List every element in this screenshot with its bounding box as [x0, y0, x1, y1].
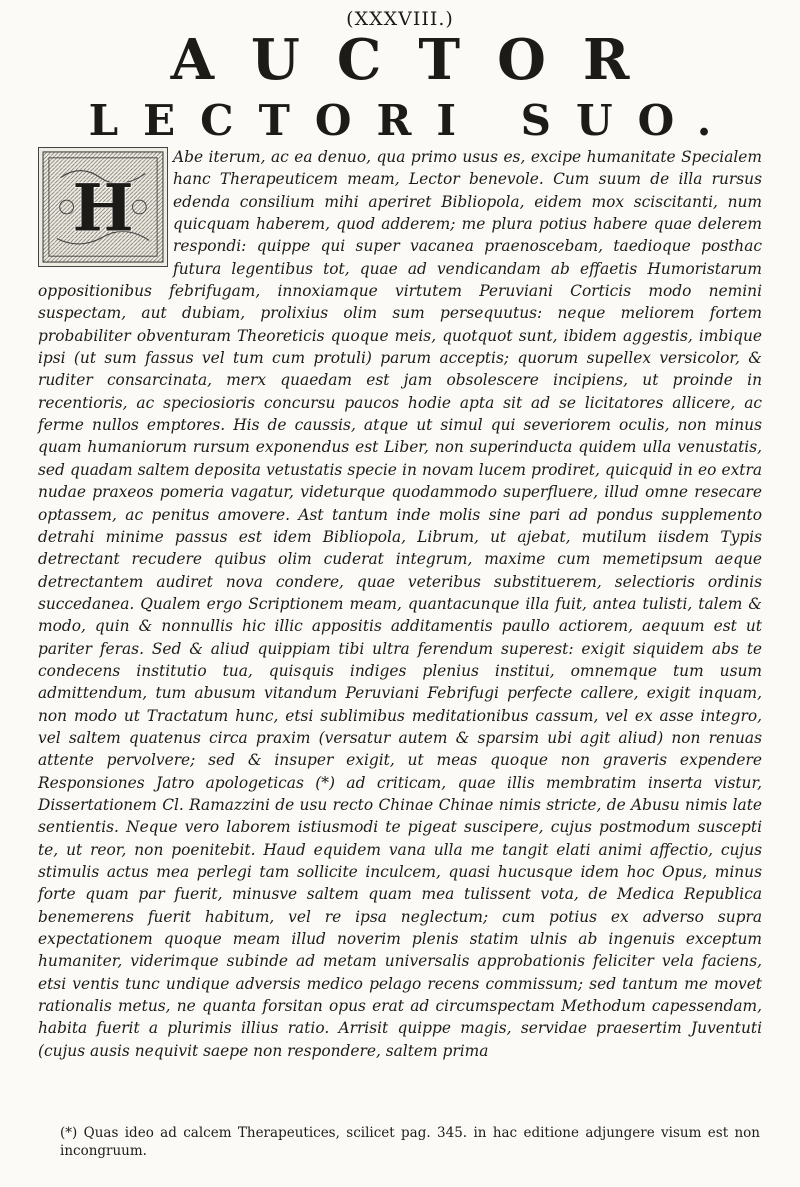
title-line1: AUCTOR — [170, 27, 667, 93]
body-text — [38, 146, 762, 1062]
footnote: (*) Quas ideo ad calcem Therapeutices, scilicet pag. 345. in hac editione adjungere visum est non incongruum. — [60, 1125, 760, 1159]
svg-text:H: H — [72, 170, 134, 247]
title-line2: LECTORI SUO. — [88, 96, 737, 145]
body-paragraph: Abe iterum, ac ea denuo, qua primo usus es, excipe humanitate Specialem hanc Therapeuticem meam, Lector benevole. Cum suum de illa rursus edenda consilium mihi aperiret Bibliopola, eidem mox sciscitanti, num quicquam haberem, quod adderem; me plura potius habere quae delerem respondi: quippe qui super vacanea praenoscebam, taedioque posthac futura legentibus tot, quae ad vendicandam ab effaetis Humoristarum oppositionibus febrifugam, innoxiamque virtutem Peruviani Corticis modo nemini suspectam, aut dubiam, prolixius olim sum persequutus: neque meliorem fortem probabiliter obventuram Theoreticis quoque meis, quotquot sunt, ibidem aggestis, imbique ipsi (ut sum fassus vel tum cum protuli) parum acceptis; quorum supellex versicolor, & ruditer consarcinata, merx quaedam est jam obsolescere incipiens, ut proinde in recentioris, ac speciosioris concursu paucos hodie apta sit ad se licitatores allicere, ac ferme nullos emptores. His de caussis, atque ut simul qui severiorem oculis, non minus quam humaniorum rursum exponendus est Liber, non superinducta quidem ulla venustatis, sed quadam saltem deposita vetustatis specie in novam lucem prodiret, quicquid in eo extra nudae praxeos pomeria vagatur, videturque quodammodo superfluere, illud omne resecare optassem, ac penitus amovere. Ast tantum inde molis sine pari ad pondus supplemento detrahi minime passus est idem Bibliopola, Librum, ut ajebat, mutilum iisdem Typis detrectant recudere quibus olim cuderat integrum, maxime cum memetipsum aeque detrectantem audiret nova condere, quae veteribus substituerem, selectioris ordinis succedanea. Qualem ergo Scriptionem meam, quantacunque illa fuit, antea tulisti, talem & modo, quin & nonnullis hic illic appositis additamentis paullo actiorem, aequum est ut pariter feras. Sed & aliud quippiam tibi ultra ferendum superest: exigit siquidem abs te condecens institutio tua, quisquis indiges plenius institui, omnemque tum usum admittendum, tum abusum vitandum Peruviani Febrifugi perfecte callere, exigit inquam, non modo ut Tractatum hunc, etsi sublimibus meditationibus cassum, vel ex asse integro, vel saltem quatenus circa praxim (versatur autem & sparsim ubi agit aliud) non renuas attente pervolvere; sed & insuper exigit, ut meas quoque non graveris expendere Responsiones Jatro apologeticas (*) ad criticam, quae illis membratim inserta vistur, Dissertationem Cl. Ramazzini de usu recto Chinae Chinae nimis stricte, de Abusu nimis late sentientis. Neque vero laborem istiusmodi te pigeat suscipere, cujus postmodum suscepti te, ut reor, non poenitebit. Haud equidem vana ulla me tangit elati animi affectio, cujus stimulis actus mea perlegi tam sollicite inculcem, quasi hucusque idem hoc Opus, minus forte quam par fuerit, minusve saltem quam mea tulissent vota, de Medica Republica benemerens fuerit habitum, vel re ipsa neglectum; cum potius ex adverso supra expectationem quoque meam illud noverim plenis statim ulnis ab ingenuis exceptum humaniter, viderimque subinde ad metam universalis approbationis feliciter vela faciens, etsi ventis tunc undique adversis medico pelago recens commissum; sed tantum me movet rationalis metus, ne quanta forsitan opus erat ad circumspectam Methodum capessendam, habita fuerit a plurimis illius ratio. Arrisit quippe magis, servidae praesertim Juventuti (cujus ausis nequivit saepe non respondere, saltem prima — [38, 148, 762, 1060]
page-number: (XXXVIII.) — [346, 8, 454, 30]
